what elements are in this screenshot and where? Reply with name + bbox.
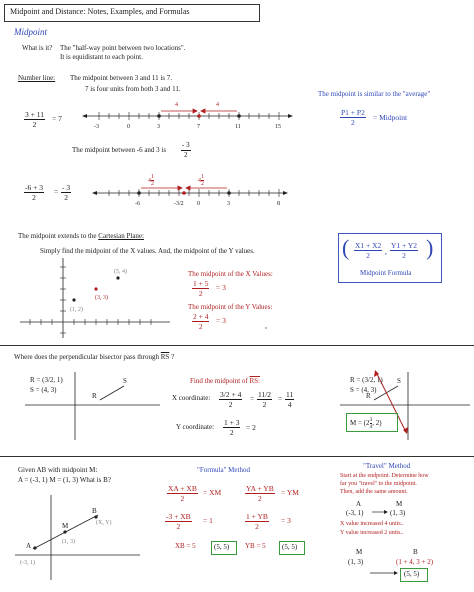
point-s-definition: S = (4, 3) bbox=[30, 386, 57, 394]
travel-m-coord: (1, 3) bbox=[390, 509, 406, 517]
formula-y-fraction: $\frac{Y1 + Y2}{2}$ bbox=[391, 241, 418, 260]
fy-general-eq: = YM bbox=[281, 488, 299, 497]
number-line-2-calc-eq: = bbox=[54, 187, 59, 196]
graph-label-m-coord: (1, 3) bbox=[62, 539, 75, 545]
nl1-tick-label: 11 bbox=[235, 124, 241, 130]
travel-b2-coord: (1 + 4, 3 + 2) bbox=[396, 558, 434, 566]
nl2-tick-label: 3 bbox=[227, 201, 230, 207]
graph-label-a-coord: (-3, 1) bbox=[20, 560, 35, 566]
nl1-tick-label: 15 bbox=[275, 124, 281, 130]
nl1-tick-label: -3 bbox=[94, 124, 99, 130]
average-formula-fraction: $\frac{P1 + P2}{2}$ bbox=[341, 108, 365, 127]
nl2-arrow-label-left: 4 $\frac{1}{2}$ bbox=[148, 174, 154, 187]
x-values-heading: The midpoint of the X Values: bbox=[188, 270, 273, 278]
formula-right-paren: ) bbox=[426, 235, 434, 260]
travel-method-heading: "Travel" Method bbox=[363, 462, 411, 470]
nl1-tick-label: 7 bbox=[197, 124, 200, 130]
given-line-2: A = (-3, 1) M = (1, 3) What is B? bbox=[18, 476, 111, 484]
travel-text-1: Start at the endpoint. Determine how bbox=[340, 473, 429, 479]
find-midpoint-rs: Find the midpoint of RS: bbox=[190, 377, 261, 385]
what-is-it-answer: The "half-way point between two locations". bbox=[60, 44, 186, 52]
nl1-tick-label: 3 bbox=[157, 124, 160, 130]
graph-label-a: A bbox=[26, 542, 32, 550]
travel-x-increase: X value increased 4 units.. bbox=[340, 521, 404, 527]
number-line-2-text-fraction: $\frac{- 3}{2}$ bbox=[182, 141, 190, 159]
formula-comma: , bbox=[385, 247, 387, 256]
number-line-label: Number line: bbox=[18, 74, 56, 82]
formula-left-paren: ( bbox=[342, 235, 350, 260]
point-r-definition: R = (3/2, 1) bbox=[30, 376, 63, 384]
fy-general-fraction: $\frac{YA + YB}{2}$ bbox=[246, 484, 274, 503]
number-line-text-2: 7 is four units from both 3 and 11. bbox=[85, 85, 181, 93]
page-title: Midpoint and Distance: Notes, Examples, and Formulas bbox=[10, 7, 190, 16]
nl2-tick-label: 0 bbox=[197, 201, 200, 207]
nl2-arrow-label-right: 4 $\frac{1}{2}$ bbox=[198, 174, 204, 187]
y-coord-result: = 2 bbox=[246, 423, 256, 432]
travel-a-label: A bbox=[356, 500, 362, 508]
fx-general-fraction: $\frac{XA + XB}{2}$ bbox=[168, 484, 197, 503]
graph-label-b: B bbox=[92, 507, 97, 515]
formula-method-heading: "Formula" Method bbox=[197, 466, 250, 474]
y-values-heading: The midpoint of the Y Values: bbox=[188, 303, 273, 311]
ans-1: (5, 5) bbox=[214, 543, 230, 551]
number-line-text-1: The midpoint between 3 and 11 is 7. bbox=[70, 74, 172, 82]
point-label-3-3: (3, 3) bbox=[95, 295, 108, 301]
xb-result: XB = 5 bbox=[175, 542, 196, 550]
graph-label-r-2: R bbox=[366, 392, 371, 400]
sx-fraction: $\frac{-3 + XB}{2}$ bbox=[166, 512, 191, 531]
nl1-tick-label: 0 bbox=[127, 124, 130, 130]
travel-m2-coord: (1, 3) bbox=[348, 558, 364, 566]
number-line-2-calc-fraction: $\frac{-6 + 3}{2}$ bbox=[25, 183, 43, 202]
travel-a-coord: (-3, 1) bbox=[346, 509, 364, 517]
travel-ans: (5, 5) bbox=[404, 570, 420, 578]
x-values-fraction: $\frac{1 + 5}{2}$ bbox=[193, 279, 209, 298]
travel-m2-label: M bbox=[356, 548, 363, 556]
graph-label-s: S bbox=[123, 377, 127, 385]
what-is-it-answer-2: It is equidistant to each point. bbox=[60, 53, 143, 61]
x-values-result: = 3 bbox=[216, 283, 226, 292]
m-result: M = (2 $\frac{3}{4}$ , 2) bbox=[350, 417, 382, 430]
x-coord-eq-2: = bbox=[278, 394, 283, 403]
x-coord-fraction-3: $\frac{11}{4}$ bbox=[286, 390, 294, 409]
graph-label-m: M bbox=[62, 522, 69, 530]
number-line-2-calc-result: $\frac{- 3}{2}$ bbox=[62, 183, 71, 202]
graph-label-r: R bbox=[92, 392, 97, 400]
section-heading-midpoint: Midpoint bbox=[14, 27, 47, 37]
nl2-tick-label: 8 bbox=[277, 201, 280, 207]
what-is-it-label: What is it? bbox=[22, 44, 53, 52]
point-s-definition-2: S = (4, 3) bbox=[350, 386, 377, 394]
bisector-question: Where does the perpendicular bisector pass through $\overline{RS}$ ? bbox=[14, 353, 175, 361]
y-coordinate-label: Y coordinate: bbox=[176, 423, 215, 431]
number-line-calc-fraction: $\frac{3 + 11}{2}$ bbox=[25, 110, 44, 129]
ans-2: (5, 5) bbox=[282, 543, 298, 551]
y-values-fraction: $\frac{2 + 4}{2}$ bbox=[193, 312, 209, 331]
nl1-arrow-label-right: 4 bbox=[216, 102, 219, 108]
graph-label-xy: (X, Y) bbox=[96, 520, 112, 526]
sx-eq: = 1 bbox=[203, 516, 213, 525]
y-values-result: = 3 bbox=[216, 316, 226, 325]
travel-b2-label: B bbox=[413, 548, 418, 556]
nl2-tick-label: -3/2 bbox=[174, 201, 184, 207]
travel-text-2: far you "travel" to the midpoint. bbox=[340, 481, 417, 487]
yb-result: YB = 5 bbox=[245, 542, 266, 550]
number-line-2-text: The midpoint between -6 and 3 is bbox=[72, 146, 167, 154]
x-coord-eq-1: = bbox=[250, 394, 255, 403]
midpoint-formula-label: Midpoint Formula bbox=[360, 269, 412, 277]
travel-text-3: Then, add the same amount. bbox=[340, 489, 408, 495]
given-line-1: Given AB with midpoint M: bbox=[18, 466, 98, 474]
cartesian-intro: The midpoint extends to the Cartesian Plane: bbox=[18, 232, 144, 240]
cartesian-simply: Simply find the midpoint of the X values. And, the midpoint of the Y values. bbox=[40, 247, 255, 255]
x-coordinate-label: X coordinate: bbox=[172, 394, 211, 402]
point-label-5-4: (5, 4) bbox=[114, 269, 127, 275]
fx-general-eq: = XM bbox=[203, 488, 222, 497]
average-note: The midpoint is similar to the "average" bbox=[318, 90, 431, 98]
point-label-1-2: (1, 2) bbox=[70, 307, 83, 313]
average-formula-result: = Midpoint bbox=[373, 113, 408, 122]
x-coord-fraction-1: $\frac{3/2 + 4}{2}$ bbox=[220, 390, 242, 409]
point-r-definition-2: R = (3/2, 1) bbox=[350, 376, 383, 384]
travel-m-label: M bbox=[396, 500, 403, 508]
number-line-calc-result: = 7 bbox=[52, 114, 62, 123]
sy-eq: = 3 bbox=[281, 516, 291, 525]
y-coord-fraction: $\frac{1 + 3}{2}$ bbox=[224, 418, 240, 437]
x-coord-fraction-2: $\frac{11/2}{2}$ bbox=[258, 390, 272, 409]
graph-label-s-2: S bbox=[397, 377, 401, 385]
nl1-arrow-label-left: 4 bbox=[175, 102, 178, 108]
formula-x-fraction: $\frac{X1 + X2}{2}$ bbox=[355, 241, 382, 260]
travel-y-increase: Y value increased 2 units.. bbox=[340, 530, 404, 536]
nl2-tick-label: -6 bbox=[135, 201, 140, 207]
sy-fraction: $\frac{1 + YB}{2}$ bbox=[246, 512, 268, 531]
